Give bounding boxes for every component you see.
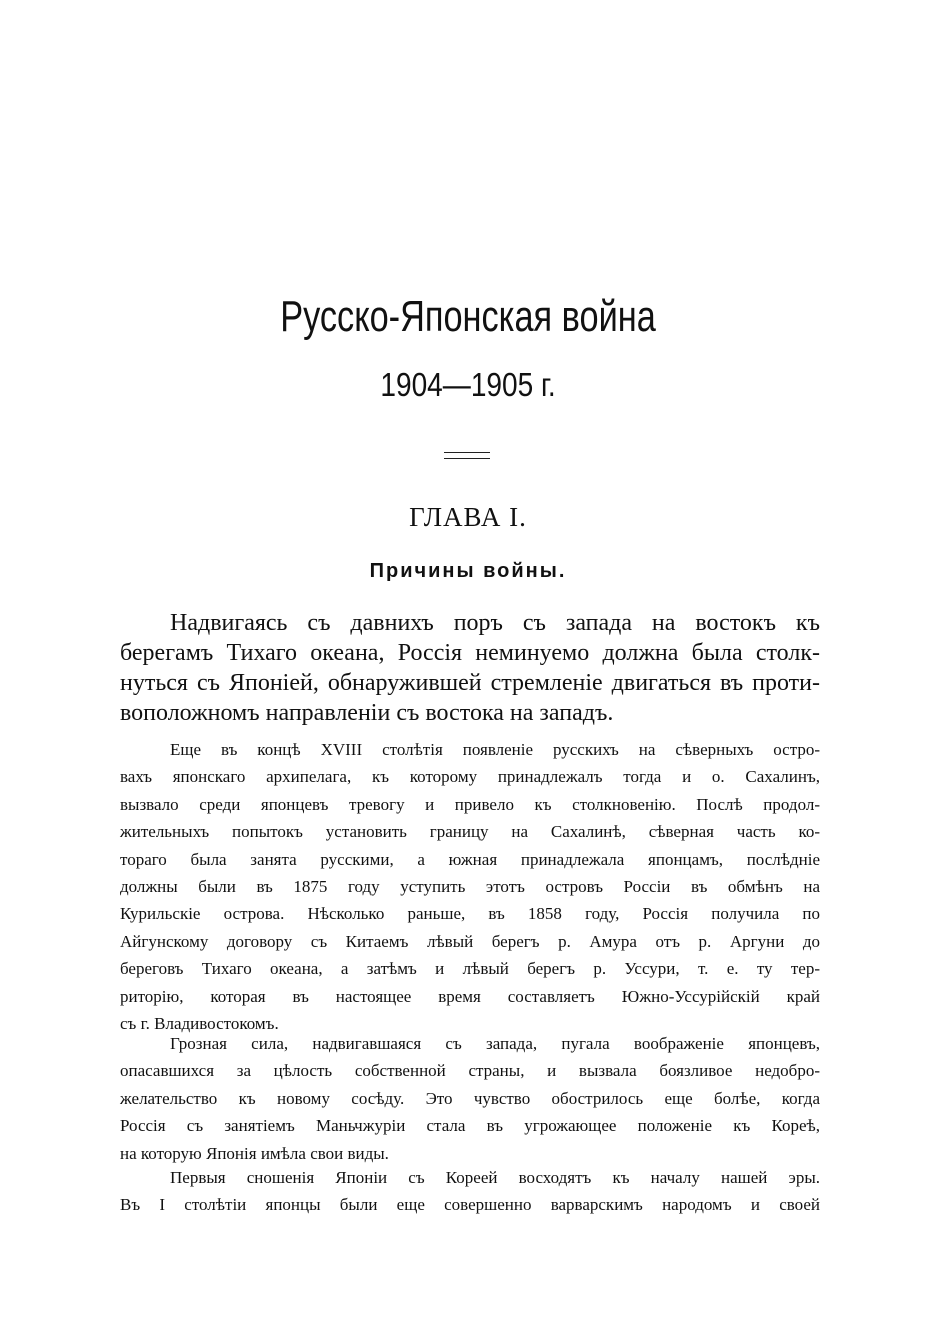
text-line: воположномъ направленіи съ востока на западъ. xyxy=(120,700,614,726)
text-line: Айгунскому договору съ Китаемъ лѣвый берегъ р. Амура отъ р. Аргуни до xyxy=(120,931,820,951)
text-line: Въ I столѣтіи японцы были еще совершенно варварскимъ народомъ и своей xyxy=(120,1195,820,1215)
paragraph-1 xyxy=(120,736,820,1037)
decorative-double-rule xyxy=(444,452,490,459)
page-title: Русско-Японская война xyxy=(280,292,656,341)
text-line: на которую Японія имѣла свои виды. xyxy=(120,1143,389,1163)
text-line: Первыя сношенія Японіи съ Кореей восходятъ къ началу нашей эры. xyxy=(170,1168,820,1187)
chapter-heading: ГЛАВА I. xyxy=(409,502,527,532)
text-line: береговъ Тихаго океана, а затѣмъ и лѣвый берегъ р. Уссури, т. е. ту тер- xyxy=(120,959,820,979)
text-line: риторію, которая въ настоящее время составляетъ Южно-Уссурійскій край xyxy=(120,986,820,1006)
text-line: Россія съ занятіемъ Маньчжуріи стала въ угрожающее положеніе къ Кореѣ, xyxy=(120,1116,820,1136)
text-line: съ г. Владивостокомъ. xyxy=(120,1014,279,1034)
lead-paragraph xyxy=(120,608,820,728)
text-line: Грозная сила, надвигавшаяся съ запада, пугала воображеніе японцевъ, xyxy=(170,1034,820,1053)
text-line: тораго была занята русскими, а южная принадлежала японцамъ, послѣдніе xyxy=(120,849,820,869)
paragraph-3 xyxy=(120,1164,820,1219)
text-line: жительныхъ попытокъ установить границу на Сахалинѣ, сѣверная часть ко- xyxy=(120,822,820,842)
text-line: Еще въ концѣ XVIII столѣтія появленіе русскихъ на сѣверныхъ остро- xyxy=(170,740,820,759)
chapter-subtitle: Причины войны. xyxy=(369,560,567,582)
text-line: вызвало среди японцевъ тревогу и привело къ столкновенію. Послѣ продол- xyxy=(120,794,820,814)
text-line: нуться съ Японіей, обнаружившей стремленіе двигаться въ проти- xyxy=(120,670,820,696)
text-line: должны были въ 1875 году уступить этотъ островъ Россіи въ обмѣнъ на xyxy=(120,877,820,897)
text-line: Надвигаясь съ давнихъ поръ съ запада на востокъ къ xyxy=(170,610,820,636)
text-line: желательство къ новому сосѣду. Это чувство обострилось еще болѣе, когда xyxy=(120,1088,820,1108)
text-line: опасавшихся за цѣлость собственной страны, и вызвала боязливое недобро- xyxy=(120,1061,820,1081)
text-line: Курильскіе острова. Нѣсколько раньше, въ 1858 году, Россія получила по xyxy=(120,904,820,924)
paragraph-2 xyxy=(120,1030,820,1167)
text-line: вахъ японскаго архипелага, къ которому принадлежалъ тогда и о. Сахалинъ, xyxy=(120,767,820,787)
years-subtitle: 1904—1905 г. xyxy=(380,366,556,403)
text-line: берегамъ Тихаго океана, Россія неминуемо должна была столк- xyxy=(120,640,820,666)
